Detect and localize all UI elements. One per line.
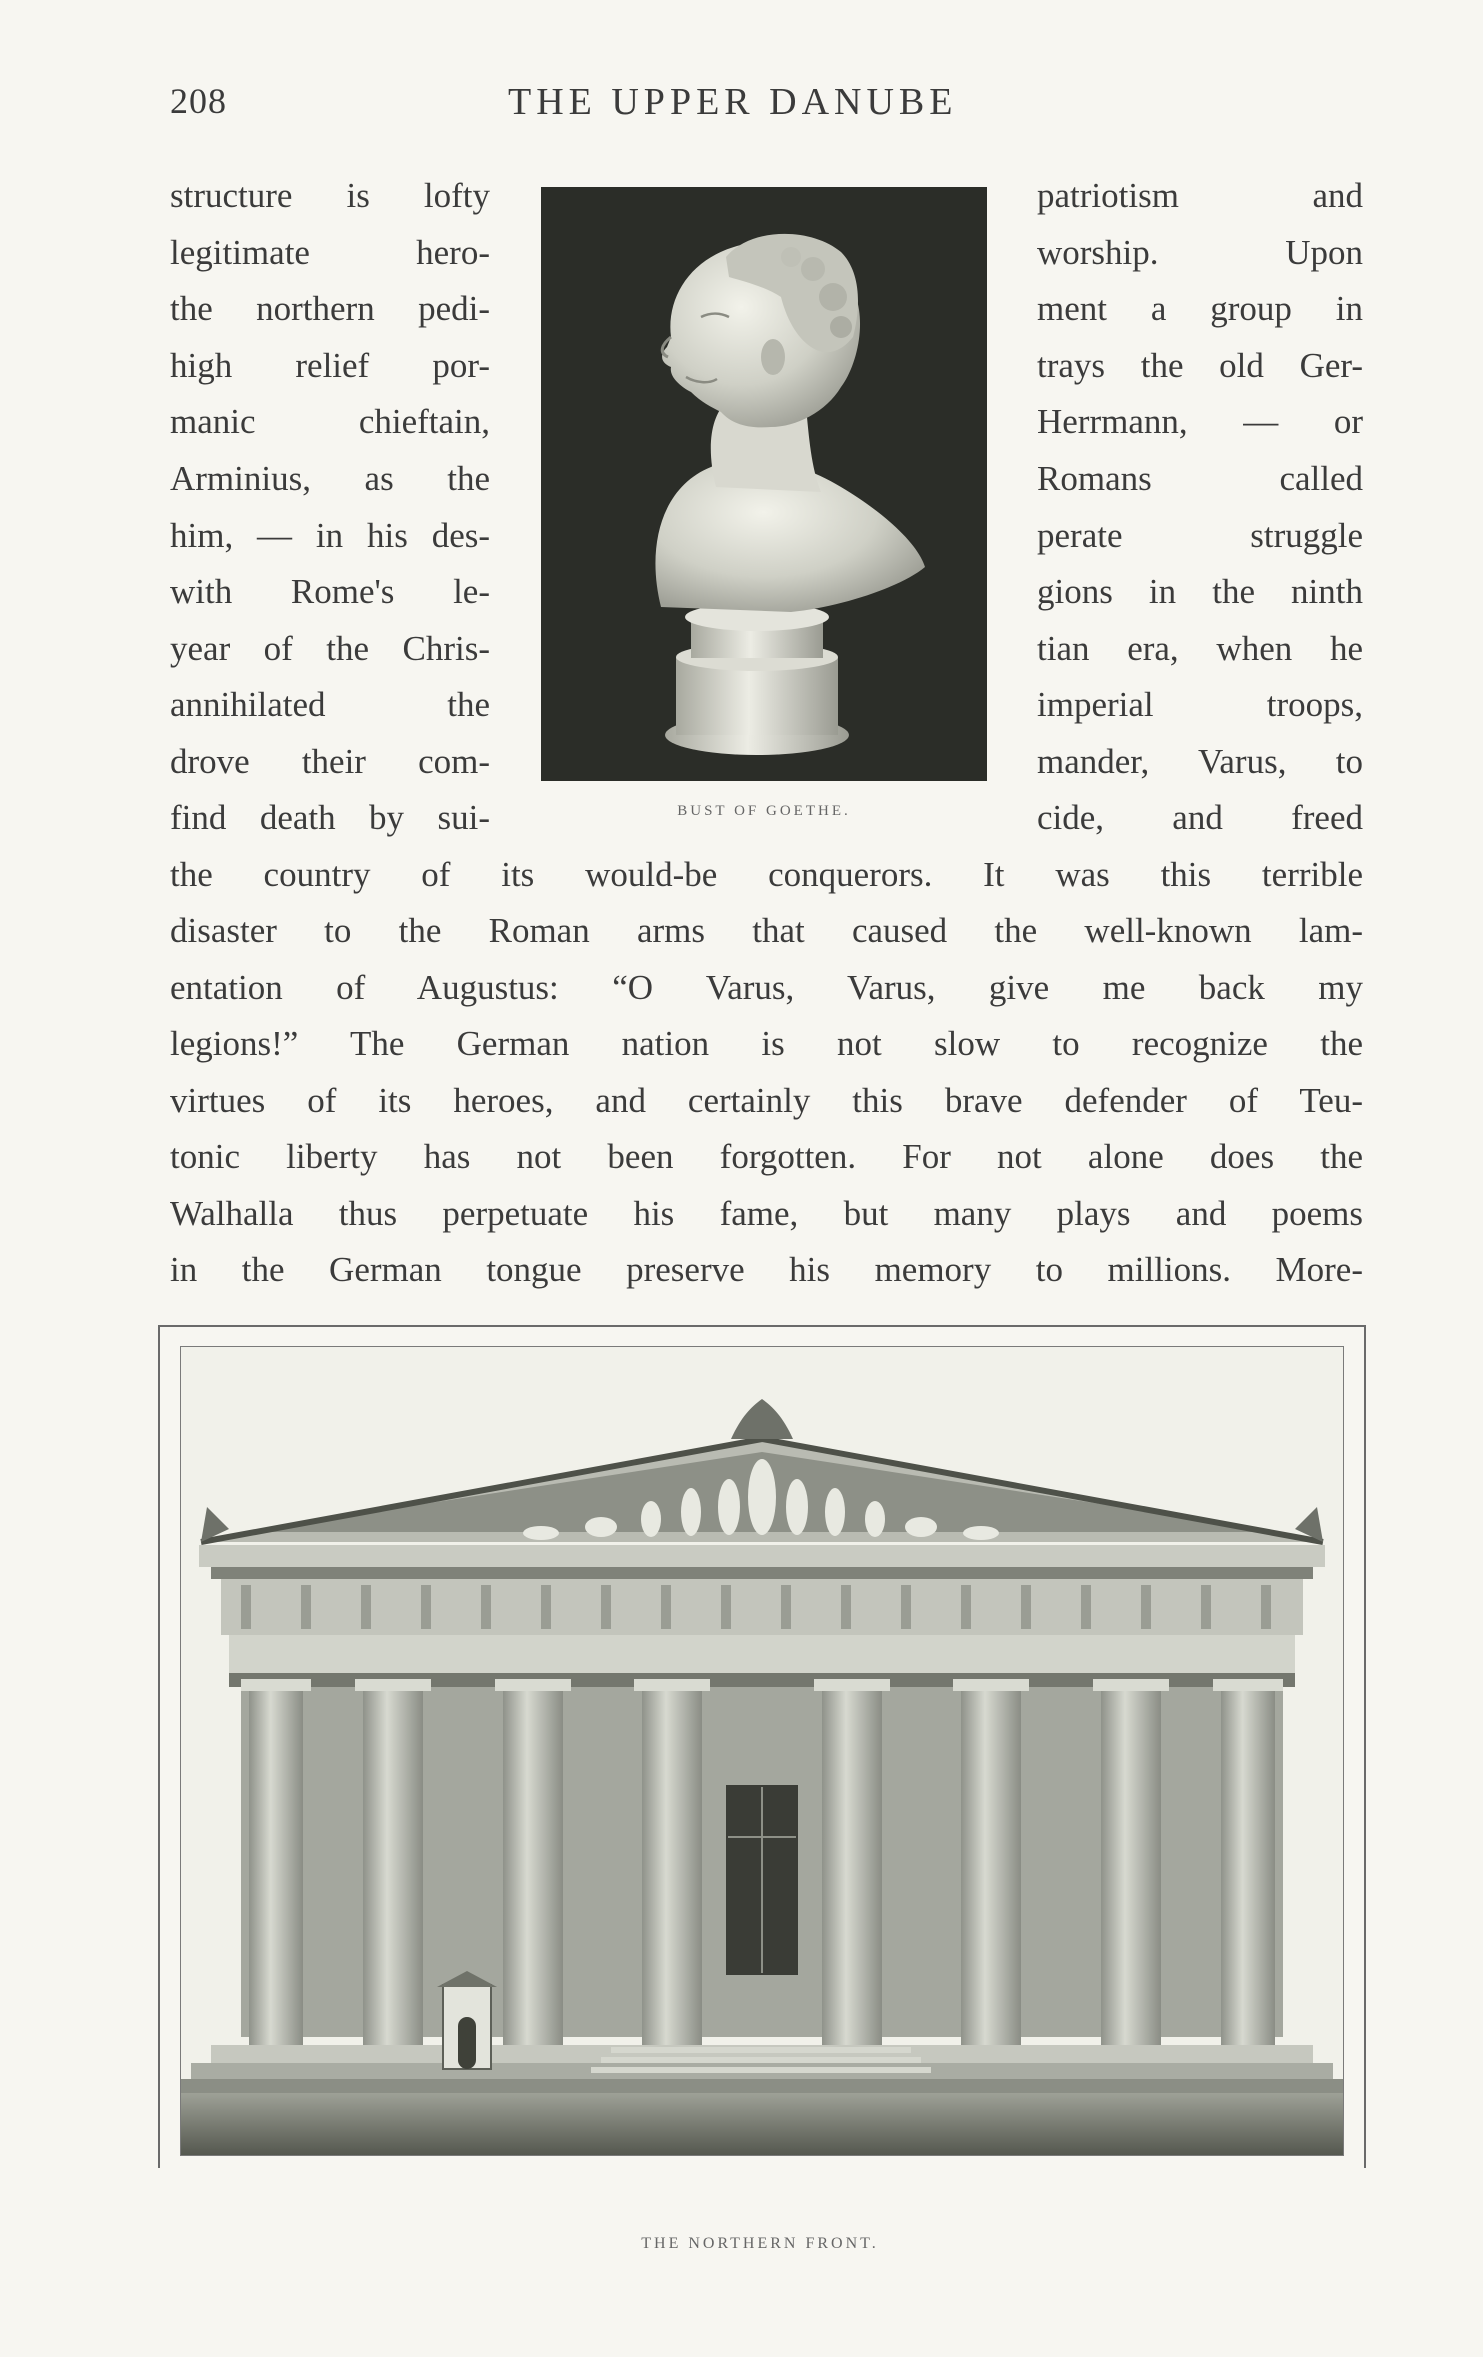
left-column-line: high relief por- [170,346,490,385]
body-text-line: Walhalla thus perpetuate his fame, but many plays and poems [170,1194,1363,1233]
page-number: 208 [170,81,227,121]
running-head: THE UPPER DANUBE [508,81,958,123]
body-text-line: tonic liberty has not been forgotten. For not alone does the [170,1137,1363,1176]
left-column-line: find death by sui- [170,798,490,837]
walhalla-temple-image [181,1347,1343,2155]
body-text-line: legions!” The German nation is not slow to recognize the [170,1024,1363,1063]
right-column-line: ment a group in [1037,289,1363,328]
right-column-line: patriotism and [1037,176,1363,215]
left-column-line: the northern pedi- [170,289,490,328]
body-text-line: entation of Augustus: “O Varus, Varus, give me back my [170,968,1363,1007]
left-column-line: annihilated the [170,685,490,724]
body-text-line: in the German tongue preserve his memory to millions. More- [170,1250,1363,1289]
right-column-line: tian era, when he [1037,629,1363,668]
left-column-line: manic chieftain, [170,402,490,441]
right-column-line: cide, and freed [1037,798,1363,837]
right-column-line: trays the old Ger- [1037,346,1363,385]
right-column-line: Herrmann, — or [1037,402,1363,441]
left-column-line: legitimate hero- [170,233,490,272]
body-text-line: virtues of its heroes, and certainly this brave defender of Teu- [170,1081,1363,1120]
walhalla-northern-front-illustration [180,1346,1344,2156]
left-column-line: year of the Chris- [170,629,490,668]
goethe-bust-illustration [541,187,987,781]
left-column-line: Arminius, as the [170,459,490,498]
right-column-line: Romans called [1037,459,1363,498]
left-column-line: structure is lofty [170,176,490,215]
right-column-line: worship. Upon [1037,233,1363,272]
right-column-line: gions in the ninth [1037,572,1363,611]
left-column-line: him, — in his des- [170,516,490,555]
left-column-line: drove their com- [170,742,490,781]
left-column-line: with Rome's le- [170,572,490,611]
body-text-line: the country of its would-be conquerors. It was this terrible [170,855,1363,894]
body-text-line: disaster to the Roman arms that caused the well-known lam- [170,911,1363,950]
bust-caption: BUST OF GOETHE. [677,803,851,819]
right-column-line: mander, Varus, to [1037,742,1363,781]
right-column-line: imperial troops, [1037,685,1363,724]
goethe-bust-image [541,187,987,781]
right-column-line: perate struggle [1037,516,1363,555]
temple-caption: THE NORTHERN FRONT. [641,2235,879,2252]
